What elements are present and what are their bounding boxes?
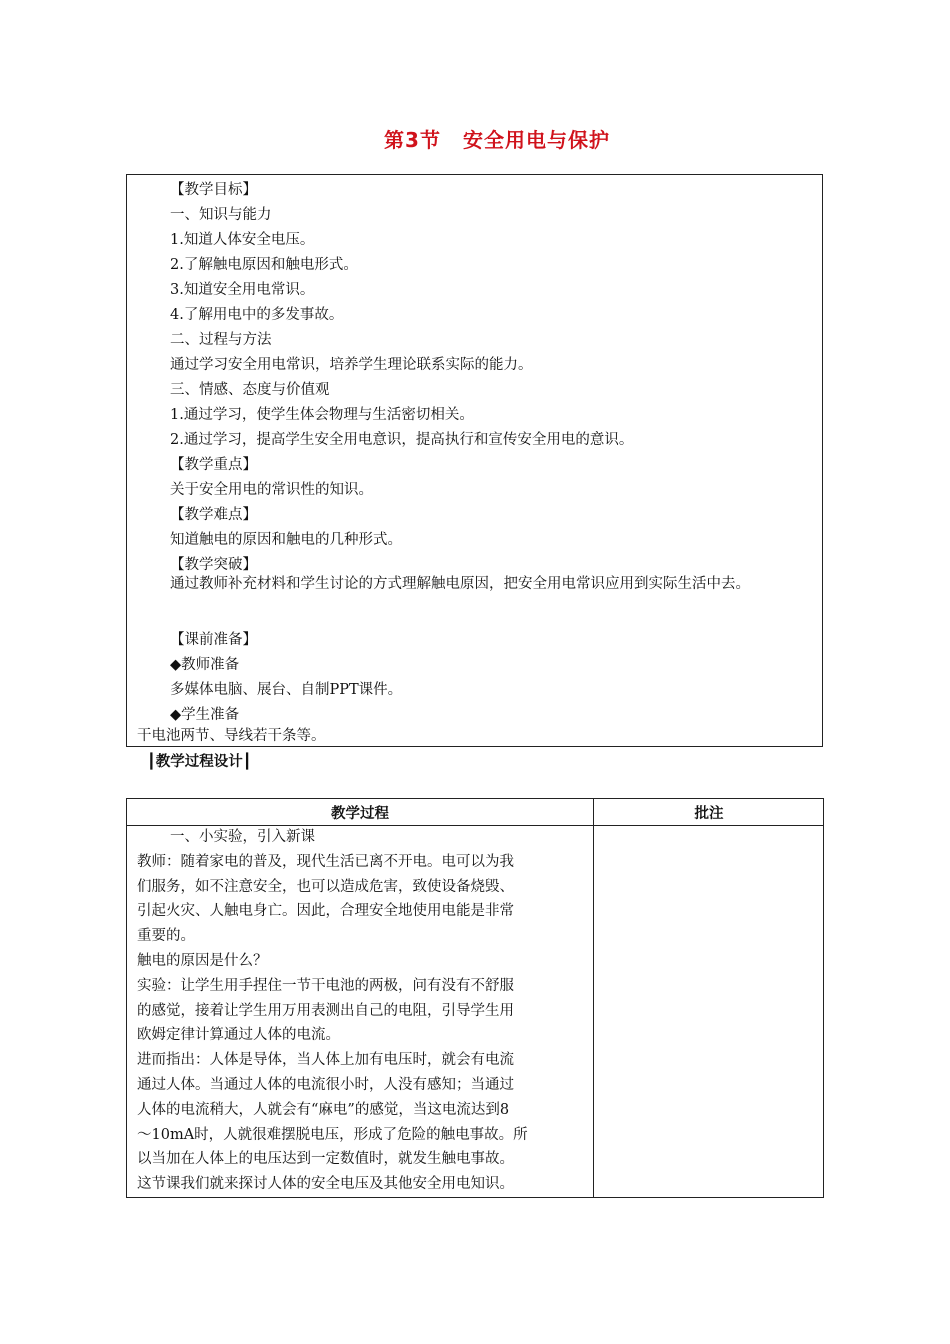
process-line: 这节课我们就来探讨人体的安全电压及其他安全用电知识。 bbox=[137, 1176, 514, 1193]
process-line: 实验：让学生用手捏住一节干电池的两极，问有没有不舒服 bbox=[137, 977, 514, 994]
objectives-line: 1.知道人体安全电压。 bbox=[170, 232, 315, 248]
teacher-prep-heading: ◆教师准备 bbox=[170, 657, 240, 673]
column-header-process: 教学过程 bbox=[331, 806, 389, 822]
student-prep-heading: ◆学生准备 bbox=[170, 707, 240, 723]
objectives-line: 一、知识与能力 bbox=[170, 207, 272, 223]
objectives-line: 三、情感、态度与价值观 bbox=[170, 382, 330, 398]
process-line: 重要的。 bbox=[137, 928, 195, 945]
column-header-notes: 批注 bbox=[694, 806, 724, 822]
objectives-line: 通过教师补充材料和学生讨论的方式理解触电原因，把安全用电常识应用到实际生活中去。 bbox=[170, 576, 750, 592]
process-line: ～10mA时，人就很难摆脱电压，形成了危险的触电事故。所 bbox=[137, 1126, 528, 1143]
process-line: 进而指出：人体是导体，当人体上加有电压时，就会有电流 bbox=[137, 1052, 514, 1069]
objectives-box bbox=[126, 174, 823, 747]
process-line: 教师：随着家电的普及，现代生活已离不开电。电可以为我 bbox=[137, 853, 514, 870]
breakthrough-heading: 【教学突破】 bbox=[170, 557, 257, 573]
process-table bbox=[126, 798, 824, 1198]
objectives-line: 2.通过学习，提高学生安全用电意识，提高执行和宣传安全用电的意识。 bbox=[170, 432, 634, 448]
objectives-line: 3.知道安全用电常识。 bbox=[170, 282, 315, 298]
process-line: 一、小实验，引入新课 bbox=[170, 829, 315, 845]
section-name: 安全用电与保护 bbox=[462, 128, 610, 152]
objectives-line: 干电池两节、导线若干条等。 bbox=[137, 728, 326, 744]
objectives-line: 关于安全用电的常识性的知识。 bbox=[170, 482, 373, 498]
key-points-heading: 【教学重点】 bbox=[170, 457, 257, 473]
objectives-line: 多媒体电脑、展台、自制PPT课件。 bbox=[170, 682, 403, 698]
process-design-heading: ┃教学过程设计┃ bbox=[147, 754, 252, 770]
objectives-line: 通过学习安全用电常识，培养学生理论联系实际的能力。 bbox=[170, 357, 533, 373]
process-line: 通过人体。当通过人体的电流很小时，人没有感知；当通过 bbox=[137, 1076, 514, 1093]
process-line: 欧姆定律计算通过人体的电流。 bbox=[137, 1027, 340, 1044]
objectives-line: 4.了解用电中的多发事故。 bbox=[170, 307, 344, 323]
difficulties-heading: 【教学难点】 bbox=[170, 507, 257, 523]
objectives-line: 知道触电的原因和触电的几种形式。 bbox=[170, 532, 402, 548]
preparation-heading: 【课前准备】 bbox=[170, 632, 257, 648]
objectives-line: 1.通过学习，使学生体会物理与生活密切相关。 bbox=[170, 407, 474, 423]
objectives-heading: 【教学目标】 bbox=[170, 182, 257, 198]
process-line: 的感觉，接着让学生用万用表测出自己的电阻，引导学生用 bbox=[137, 1002, 514, 1019]
process-line: 以当加在人体上的电压达到一定数值时，就发生触电事故。 bbox=[137, 1151, 514, 1168]
section-number: 第3节 bbox=[384, 128, 441, 152]
page-title bbox=[0, 124, 950, 153]
process-cell bbox=[137, 825, 585, 1197]
objectives-line: 2.了解触电原因和触电形式。 bbox=[170, 257, 358, 273]
objectives-line: 二、过程与方法 bbox=[170, 332, 272, 348]
process-line: 们服务，如不注意安全，也可以造成危害，致使设备烧毁、 bbox=[137, 878, 514, 895]
process-line: 引起火灾、人触电身亡。因此，合理安全地使用电能是非常 bbox=[137, 903, 514, 920]
process-line: 人体的电流稍大，人就会有“麻电”的感觉，当这电流达到8 bbox=[137, 1101, 510, 1118]
process-line: 触电的原因是什么？ bbox=[137, 952, 268, 969]
column-divider bbox=[593, 799, 594, 1197]
